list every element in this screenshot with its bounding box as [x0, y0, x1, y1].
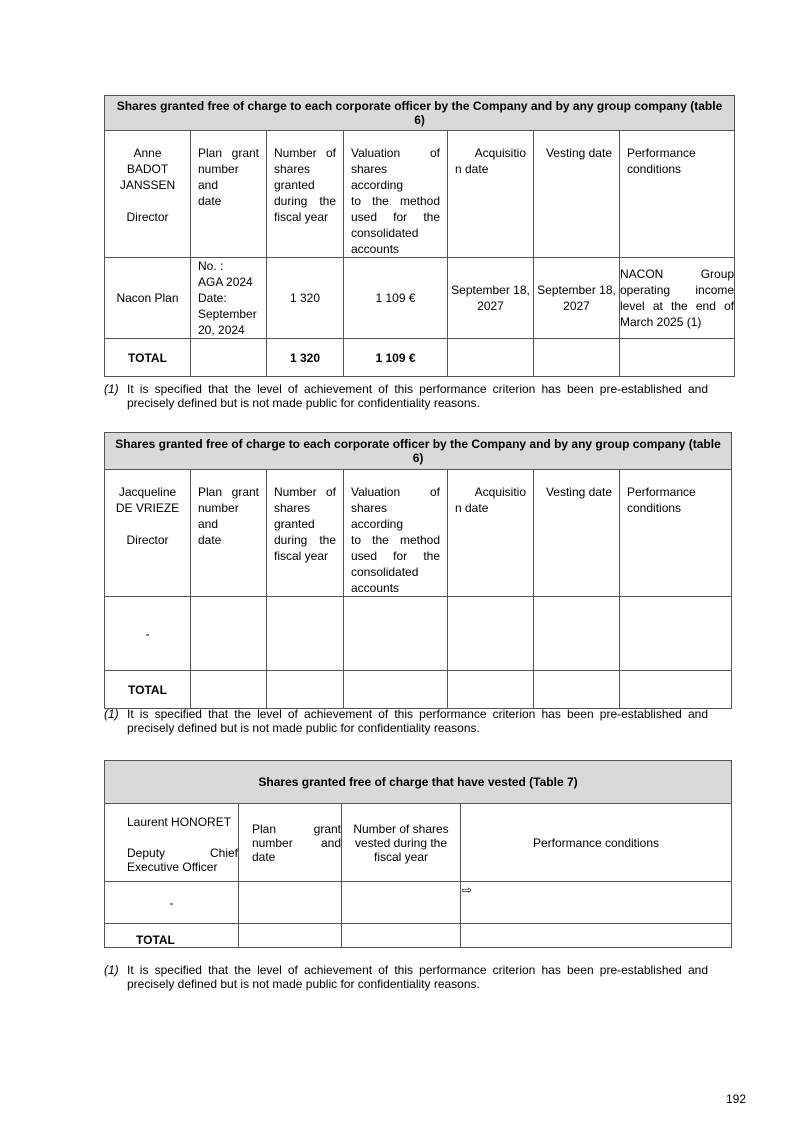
header-text: shares according — [351, 162, 404, 192]
header-plan — [191, 131, 267, 258]
officer-name-line: Anne — [133, 146, 162, 160]
header-number — [267, 470, 344, 597]
officer-role: Director — [126, 210, 169, 224]
cell-line: operating income — [620, 283, 735, 297]
header-text: consolidated — [351, 226, 419, 240]
empty-cell — [344, 597, 448, 671]
footnote — [104, 707, 708, 735]
footnote — [104, 963, 708, 991]
header-text: Number of — [274, 146, 336, 160]
officer-name-line: DE VRIEZE — [115, 501, 180, 515]
header-vesting: Vesting date — [534, 470, 620, 597]
header-text: Valuation of — [351, 485, 440, 499]
total-label: TOTAL — [105, 924, 239, 948]
table-row — [105, 882, 732, 924]
header-text: to the method — [351, 533, 440, 547]
footnote-number: (1) — [104, 963, 119, 977]
empty-cell — [448, 597, 534, 671]
header-text: during the — [274, 533, 336, 547]
header-vested — [342, 804, 461, 882]
total-row — [105, 671, 732, 709]
table-caption: Shares granted free of charge to each corporate officer by the Company and by any group company (table 6) — [105, 96, 735, 131]
arrow-icon: ⇨ — [461, 882, 732, 924]
header-acquisition — [448, 470, 534, 597]
empty-cell — [534, 339, 620, 377]
header-text: Acquisitio — [474, 146, 526, 160]
header-text: number and — [252, 836, 341, 850]
table-6-badot-janssen — [104, 95, 735, 377]
empty-cell — [191, 671, 267, 709]
header-text: date — [198, 533, 222, 547]
row-dash: - — [105, 882, 239, 924]
header-text: Plan grant — [252, 822, 341, 836]
officer-cell — [105, 804, 239, 882]
total-label: TOTAL — [105, 671, 191, 709]
empty-cell — [448, 339, 534, 377]
header-text: Plan grant — [198, 485, 259, 499]
header-text: accounts — [351, 242, 400, 256]
header-number — [267, 131, 344, 258]
header-text: conditions — [627, 501, 682, 515]
total-row — [105, 924, 732, 948]
header-text: Acquisitio — [474, 485, 526, 499]
header-text: n date — [455, 501, 489, 515]
header-text: number and — [198, 162, 239, 192]
empty-cell — [461, 924, 732, 948]
header-text: to the method — [351, 194, 440, 208]
header-plan — [191, 470, 267, 597]
header-valuation — [344, 131, 448, 258]
header-acquisition — [448, 131, 534, 258]
empty-cell — [191, 339, 267, 377]
table-row — [105, 597, 732, 671]
empty-cell — [239, 882, 342, 924]
valuation-value: 1 109 € — [344, 258, 448, 339]
officer-name: Laurent HONORET — [127, 815, 232, 829]
empty-cell — [344, 671, 448, 709]
officer-name-line: BADOT — [126, 162, 169, 176]
header-text: Performance — [627, 485, 696, 499]
header-vesting: Vesting date — [534, 131, 620, 258]
officer-name-line: JANSSEN — [119, 178, 176, 192]
empty-cell — [620, 339, 735, 377]
footnote-number: (1) — [104, 707, 119, 721]
empty-cell — [342, 924, 461, 948]
header-text: Valuation of — [351, 146, 440, 160]
officer-cell — [105, 470, 191, 597]
cell-line: September 18, — [451, 283, 530, 297]
header-text: Performance — [627, 146, 696, 160]
officer-role-line: Deputy Chief — [127, 846, 238, 860]
total-label: TOTAL — [105, 339, 191, 377]
footnote-text: It is specified that the level of achievement of this performance criterion has been pre-established and precisely defined but is not made public for confidentiality reasons. — [127, 382, 708, 410]
cell-line: March 2025 (1) — [620, 315, 702, 329]
header-text: conditions — [627, 162, 682, 176]
table-6-de-vrieze — [104, 432, 732, 709]
plan-name: Nacon Plan — [105, 258, 191, 339]
cell-line: September 18, — [537, 283, 616, 297]
table-caption: Shares granted free of charge to each corporate officer by the Company and by any group company (table 6) — [105, 433, 732, 470]
empty-cell — [342, 882, 461, 924]
header-text: Number of — [274, 485, 336, 499]
footnote-text: It is specified that the level of achievement of this performance criterion has been pre-established and precisely defined but is not made public for confidentiality reasons. — [127, 963, 708, 991]
total-valuation: 1 109 € — [344, 339, 448, 377]
cell-line: Date: — [198, 291, 227, 305]
total-shares: 1 320 — [267, 339, 344, 377]
header-text: n date — [455, 162, 489, 176]
table-row — [105, 258, 735, 339]
header-performance — [620, 470, 732, 597]
header-text: Plan grant — [198, 146, 259, 160]
header-text: fiscal year — [274, 549, 329, 563]
shares-granted: 1 320 — [267, 258, 344, 339]
total-row — [105, 339, 735, 377]
plan-number-date — [191, 258, 267, 339]
header-text: fiscal year — [274, 210, 329, 224]
empty-cell — [191, 597, 267, 671]
officer-cell — [105, 131, 191, 258]
vesting-date — [534, 258, 620, 339]
cell-line: level at the end of — [620, 299, 735, 313]
header-text: consolidated — [351, 565, 419, 579]
header-text: number and — [198, 501, 239, 531]
footnote — [104, 382, 708, 410]
officer-name-line: Jacqueline — [118, 485, 177, 499]
header-text: during the — [274, 194, 336, 208]
officer-role-line: Executive Officer — [127, 860, 218, 874]
header-text: granted — [274, 517, 315, 531]
table-caption: Shares granted free of charge that have vested (Table 7) — [105, 761, 732, 804]
empty-cell — [239, 924, 342, 948]
cell-line: NACON Group — [620, 267, 735, 281]
header-valuation — [344, 470, 448, 597]
header-text: granted — [274, 178, 315, 192]
table-7-honoret — [104, 760, 732, 948]
header-text: vested during the — [354, 836, 448, 850]
footnote-text: It is specified that the level of achievement of this performance criterion has been pre-established and precisely defined but is not made public for confidentiality reasons. — [127, 707, 708, 735]
empty-cell — [448, 671, 534, 709]
header-text: shares — [274, 162, 311, 176]
officer-role: Director — [126, 533, 169, 547]
header-performance: Performance conditions — [461, 804, 732, 882]
acquisition-date — [448, 258, 534, 339]
empty-cell — [620, 597, 732, 671]
empty-cell — [534, 597, 620, 671]
empty-cell — [534, 671, 620, 709]
header-plan — [239, 804, 342, 882]
header-text: date — [198, 194, 222, 208]
empty-cell — [267, 597, 344, 671]
cell-line: 2027 — [477, 299, 504, 313]
header-text: date — [252, 850, 276, 864]
row-dash: - — [105, 597, 191, 671]
header-performance — [620, 131, 735, 258]
header-text: used for the — [351, 210, 440, 224]
header-text: shares — [274, 501, 311, 515]
performance-conditions — [620, 258, 735, 339]
cell-line: 20, 2024 — [198, 323, 245, 337]
cell-line: 2027 — [563, 299, 590, 313]
header-text: used for the — [351, 549, 440, 563]
cell-line: September — [198, 307, 257, 321]
empty-cell — [267, 671, 344, 709]
header-text: Number of shares — [353, 822, 449, 836]
footnote-number: (1) — [104, 382, 119, 396]
cell-line: AGA 2024 — [198, 275, 253, 289]
header-text: fiscal year — [373, 850, 429, 864]
header-text: accounts — [351, 581, 400, 595]
page-number: 192 — [725, 1092, 746, 1106]
header-text: shares according — [351, 501, 404, 531]
cell-line: No. : — [198, 259, 224, 273]
empty-cell — [620, 671, 732, 709]
